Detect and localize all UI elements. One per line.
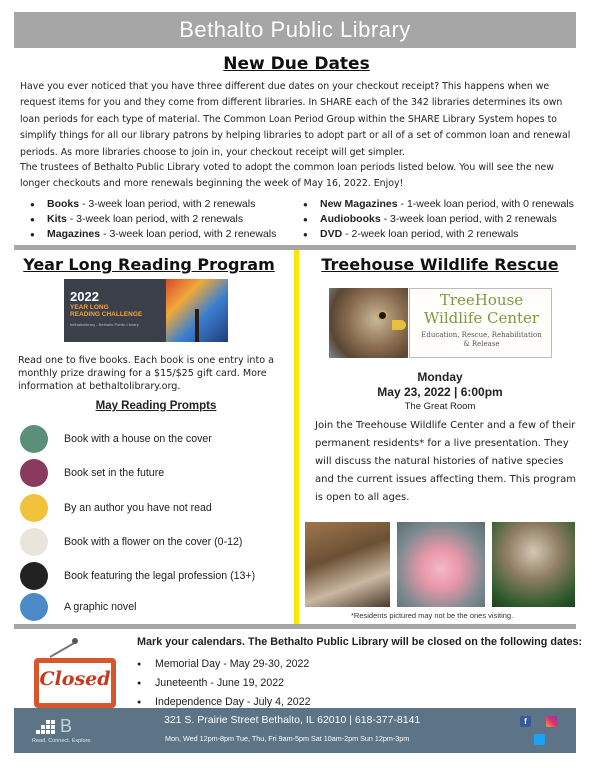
event-day: Monday	[417, 370, 463, 384]
banner-year: 2022	[70, 289, 99, 304]
library-title: Bethalto Public Library	[179, 17, 411, 42]
fox-photo	[305, 522, 390, 607]
house-icon	[20, 425, 48, 453]
event-date: May 23, 2022 | 6:00pm	[377, 385, 503, 399]
event-details	[300, 370, 580, 414]
prompt-item: Book with a house on the cover	[20, 425, 290, 453]
may-prompts-title: May Reading Prompts	[95, 400, 217, 412]
list-item: ● Books - 3-week loan period, with 2 renewals	[30, 197, 276, 212]
column-divider	[294, 250, 299, 624]
instagram-icon[interactable]	[546, 716, 557, 727]
flower-icon	[20, 528, 48, 556]
new-author-icon	[20, 494, 48, 522]
banner-small: bethaltolibrary - Bethalto Public Library	[70, 322, 139, 327]
reading-program-title: Year Long Reading Program	[23, 255, 275, 274]
list-item: ● Memorial Day - May 29-30, 2022	[137, 655, 310, 674]
loan-list-right	[303, 197, 574, 242]
list-item: ● New Magazines - 1-week loan period, with 0 renewals	[303, 197, 574, 212]
treehouse-description: Join the Treehouse Wildlife Center and a few of their permanent residents* for a live presentation. They will discuss the natural histories of native species and the current issues affecting them. This program is open to all ages.	[315, 420, 576, 503]
nail-icon	[72, 638, 78, 644]
facebook-icon[interactable]: f	[520, 716, 531, 727]
treehouse-title: Treehouse Wildlife Rescue	[321, 255, 559, 274]
prompt-item: Book with a flower on the cover (0-12)	[20, 528, 290, 556]
loan-list-left	[30, 197, 276, 242]
library-header	[14, 12, 576, 48]
legal-icon	[20, 562, 48, 590]
reading-challenge-banner	[64, 279, 228, 342]
footer-address: 321 S. Prairie Street Bethalto, IL 62010 | 618-377-8141	[164, 714, 421, 726]
reading-program-text: Read one to five books. Each book is one entry into a monthly prize drawing for a $15/$25 gift card. More information at bethaltolibrary.org.	[18, 355, 275, 393]
banner-name-1: YEAR LONG	[70, 304, 109, 311]
prompt-item: A graphic novel	[20, 593, 290, 621]
list-item: ● Independence Day - July 4, 2022	[137, 693, 310, 712]
list-item: ● Audiobooks - 3-week loan period, with 2 renewals	[303, 212, 574, 227]
twitter-icon[interactable]	[534, 734, 545, 745]
tree-image	[166, 279, 228, 342]
prompt-item: Book set in the future	[20, 459, 290, 487]
footer-hours: Mon, Wed 12pm-8pm Tue, Thu, Fri 9am-5pm Sat 10am-2pm Sun 12pm-3pm	[165, 734, 410, 743]
event-room: The Great Room	[404, 401, 476, 412]
list-item: ● Magazines - 3-week loan period, with 2 renewals	[30, 227, 276, 242]
library-logo: B	[34, 714, 84, 744]
axolotl-photo	[397, 522, 485, 607]
list-item: ● DVD - 2-week loan period, with 2 renewals	[303, 227, 574, 242]
trustees-paragraph: The trustees of Bethalto Public Library voted to adopt the common loan periods listed below. You will see the new longer checkouts and more renewals beginning the week of May 16, 2022. Enjoy!	[20, 162, 554, 190]
tagline: Read. Connect. Explore.	[32, 738, 92, 744]
residents-note: *Residents pictured may not be the ones visiting.	[351, 611, 514, 620]
closed-sign: Closed	[28, 638, 122, 710]
due-dates-intro: Have you ever noticed that you have three different due dates on your checkout receipt? This happens when we request items for you and they come from different libraries. In SHARE each of the 342 libraries determines its own loan periods for each type of material. The Common Loan Period Group within the SHARE Library System hopes to simplify things for all our library patrons by helping libraries to adopt part or all of a set of common loan and renewal periods. As more libraries choose to join in, your checkout receipt will get simpler.	[20, 81, 571, 158]
graphic-novel-icon	[20, 593, 48, 621]
list-item: ● Juneteenth - June 19, 2022	[137, 674, 310, 693]
section-divider	[14, 624, 576, 629]
treehouse-logo: TreeHouse Wildlife Center Education, Rescue, Rehabilitation & Release	[409, 288, 552, 358]
list-item: ● Kits - 3-week loan period, with 2 renewals	[30, 212, 276, 227]
owl-photo	[492, 522, 575, 607]
footer	[14, 708, 576, 753]
closures-title: Mark your calendars. The Bethalto Public Library will be closed on the following dates:	[137, 636, 583, 648]
prompt-item: Book featuring the legal profession (13+)	[20, 562, 290, 590]
hawk-photo	[329, 288, 408, 358]
prompt-item: By an author you have not read	[20, 494, 290, 522]
banner-name-2: READING CHALLENGE	[70, 311, 143, 318]
closure-dates	[137, 655, 310, 712]
future-city-icon	[20, 459, 48, 487]
new-due-dates-title: New Due Dates	[223, 54, 370, 74]
